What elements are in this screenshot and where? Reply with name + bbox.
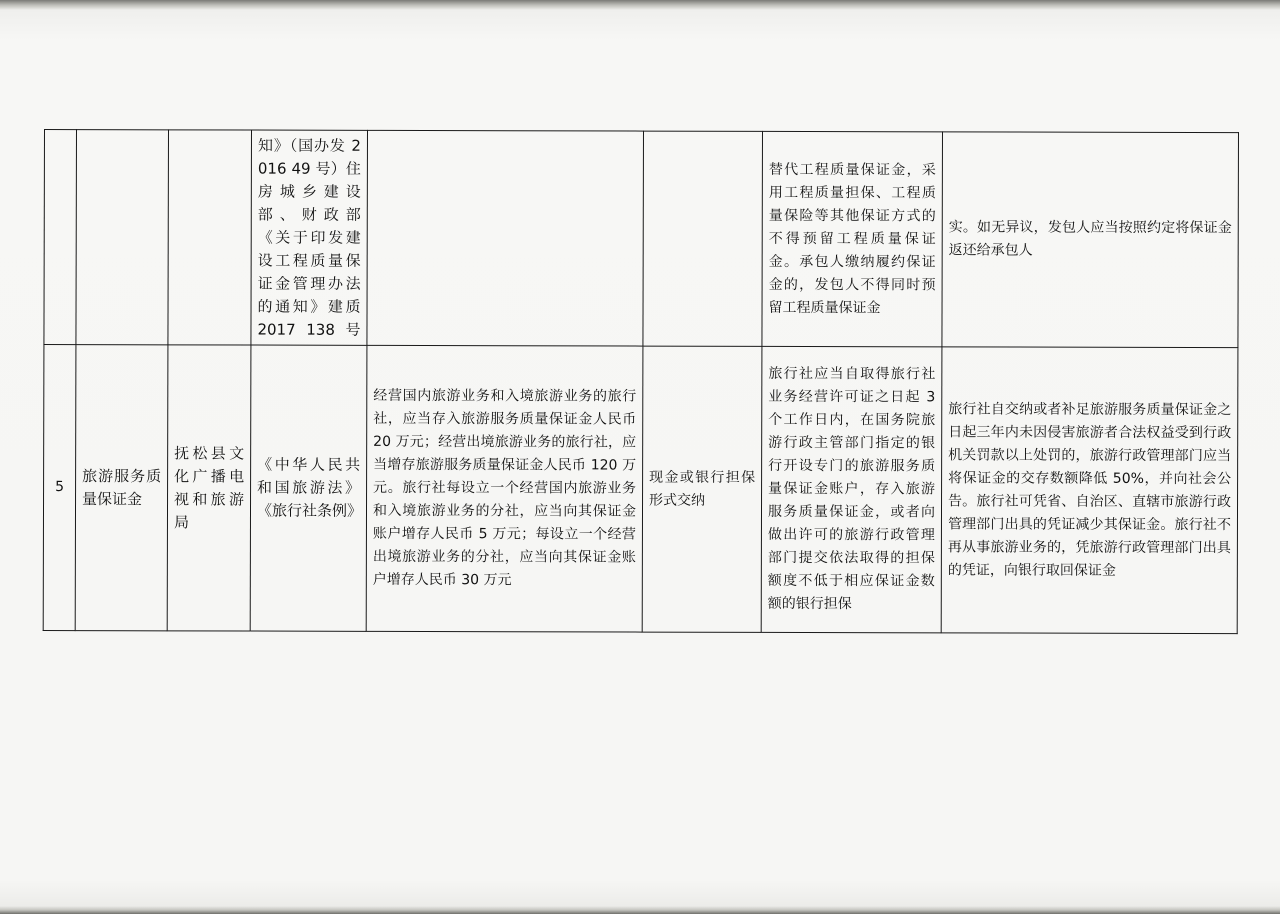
cell-conditions: 替代工程质量保证金，采用工程质量担保、工程质量保险等其他保证方式的不得预留工程质量保证金。承包人缴纳履约保证金的，发包人不得同时预留工程质量保证金 xyxy=(762,131,943,346)
cell-num: 5 xyxy=(43,345,76,631)
cell-return: 旅行社自交纳或者补足旅游服务质量保证金之日起三年内未因侵害旅游者合法权益受到行政机关罚款以上处罚的，旅游行政管理部门应当将保证金的交存数额降低 50%，并向社会公告。旅行社可凭省、自治区、直辖市旅游行政管理部门出具的凭证减少其保证金。旅行社不再从事旅游业务的，凭旅游行政管理部门出具的凭证，向银行取回保证金 xyxy=(941,347,1238,634)
scan-shadow-top xyxy=(0,0,1280,10)
cell-return: 实。如无异议，发包人应当按照约定将保证金返还给承包人 xyxy=(942,132,1239,348)
cell-num xyxy=(44,130,77,345)
table-row-5 xyxy=(43,345,1238,634)
deposit-table xyxy=(43,129,1239,634)
scan-shadow-bottom xyxy=(0,906,1280,914)
cell-agency xyxy=(168,130,252,345)
cell-basis: 《中华人民共和国旅游法》《旅行社条例》 xyxy=(250,345,367,631)
cell-standard xyxy=(367,130,644,346)
cell-standard: 经营国内旅游业务和入境旅游业务的旅行社，应当存入旅游服务质量保证金人民币 20 万元；经营出境旅游业务的旅行社，应当增存旅游服务质量保证金人民币 120 万元。旅行社每设立一个经营国内旅游业务和入境旅游业务的分社，应当向其保证金账户增存人民币 5 万元；每设立一个经营出境旅游业务的分社，应当向其保证金账户增存人民币 30 万元 xyxy=(366,345,643,632)
cell-method: 现金或银行担保形式交纳 xyxy=(642,346,762,632)
table-row-continued xyxy=(44,130,1239,348)
cell-conditions: 旅行社应当自取得旅行社业务经营许可证之日起 3 个工作日内，在国务院旅游行政主管部门指定的银行开设专门的旅游服务质量保证金账户，存入旅游服务质量保证金，或者向做出许可的旅游行政管理部门提交依法取得的担保额度不低于相应保证金数额的银行担保 xyxy=(761,346,942,632)
cell-basis: 知》（国办发 2016 49 号）住房城乡建设部、财政部《关于印发建设工程质量保证金管理办法的通知》建质 2017 138 号 xyxy=(251,130,368,345)
cell-name: 旅游服务质量保证金 xyxy=(75,345,168,631)
cell-name xyxy=(76,130,169,345)
cell-agency: 抚松县文化广播电视和旅游局 xyxy=(167,345,251,631)
cell-method xyxy=(643,131,763,346)
